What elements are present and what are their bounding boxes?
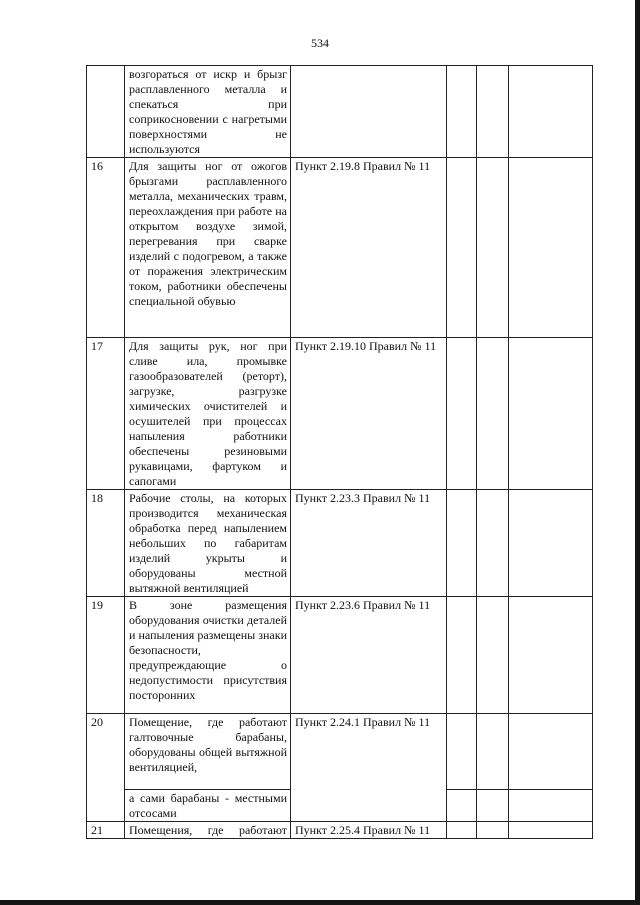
note-cell (509, 158, 593, 338)
answer-yes-cell (447, 822, 477, 839)
answer-no-cell (477, 597, 509, 714)
requirement-text-continued: а сами барабаны - местными отсосами (125, 790, 291, 822)
legal-reference: Пункт 2.19.10 Правил № 11 (291, 338, 447, 490)
answer-no-cell (477, 158, 509, 338)
note-cell (509, 597, 593, 714)
legal-reference: Пункт 2.23.3 Правил № 11 (291, 490, 447, 597)
note-cell (509, 790, 593, 822)
answer-no-cell (477, 66, 509, 158)
answer-yes-cell (447, 66, 477, 158)
legal-reference (291, 66, 447, 158)
requirement-text: Помещения, где работают (125, 822, 291, 839)
table-row (87, 822, 593, 839)
page-number: 534 (311, 36, 329, 50)
scan-edge-right (635, 0, 640, 905)
note-cell (509, 714, 593, 790)
requirement-text: Для защиты ног от ожогов брызгами расплавленного металла, механических травм, переохлаждения при работе на открытом воздухе зимой, перегревания при сварке изделий с подогревом, а также от поражения электрическим током, работники обеспечены специальной обувью (125, 158, 291, 338)
requirement-text: Рабочие столы, на которых производится механическая обработка перед напылением небольших по габаритам изделий укрыты и оборудованы местной вытяжной вентиляцией (125, 490, 291, 597)
requirement-text: Для защиты рук, ног при сливе ила, промывке газообразователей (реторт), загрузке, разгрузке химических очистителей и осушителей при процессах напыления работники обеспечены резиновыми рукавицами, фартуком и сапогами (125, 338, 291, 490)
scan-edge-bottom (0, 900, 640, 905)
row-number: 16 (87, 158, 125, 338)
requirement-text: В зоне размещения оборудования очистки деталей и напыления размещены знаки безопасности, предупреждающие о недопустимости присутствия посторонних (125, 597, 291, 714)
answer-yes-cell (447, 714, 477, 790)
answer-yes-cell (447, 158, 477, 338)
table-row (87, 158, 593, 338)
answer-no-cell (477, 790, 509, 822)
answer-yes-cell (447, 338, 477, 490)
row-number: 21 (87, 822, 125, 839)
answer-no-cell (477, 490, 509, 597)
row-number: 19 (87, 597, 125, 714)
row-number: 17 (87, 338, 125, 490)
table-row (87, 597, 593, 714)
note-cell (509, 338, 593, 490)
table-row (87, 714, 593, 790)
answer-no-cell (477, 338, 509, 490)
table-row (87, 490, 593, 597)
checklist-table (86, 65, 593, 839)
table-row (87, 66, 593, 158)
legal-reference: Пункт 2.25.4 Правил № 11 (291, 822, 447, 839)
row-number: 18 (87, 490, 125, 597)
answer-yes-cell (447, 490, 477, 597)
legal-reference: Пункт 2.23.6 Правил № 11 (291, 597, 447, 714)
answer-yes-cell (447, 790, 477, 822)
requirement-text: Помещение, где работают галтовочные барабаны, оборудованы общей вытяжной вентиляцией, (125, 714, 291, 790)
row-number: 20 (87, 714, 125, 822)
note-cell (509, 822, 593, 839)
note-cell (509, 490, 593, 597)
requirement-text: возгораться от искр и брызг расплавленного металла и спекаться при соприкосновении с нагретыми поверхностями не используются (125, 66, 291, 158)
legal-reference: Пункт 2.24.1 Правил № 11 (291, 714, 447, 822)
answer-no-cell (477, 822, 509, 839)
row-number (87, 66, 125, 158)
answer-no-cell (477, 714, 509, 790)
answer-yes-cell (447, 597, 477, 714)
note-cell (509, 66, 593, 158)
legal-reference: Пункт 2.19.8 Правил № 11 (291, 158, 447, 338)
table-row (87, 338, 593, 490)
